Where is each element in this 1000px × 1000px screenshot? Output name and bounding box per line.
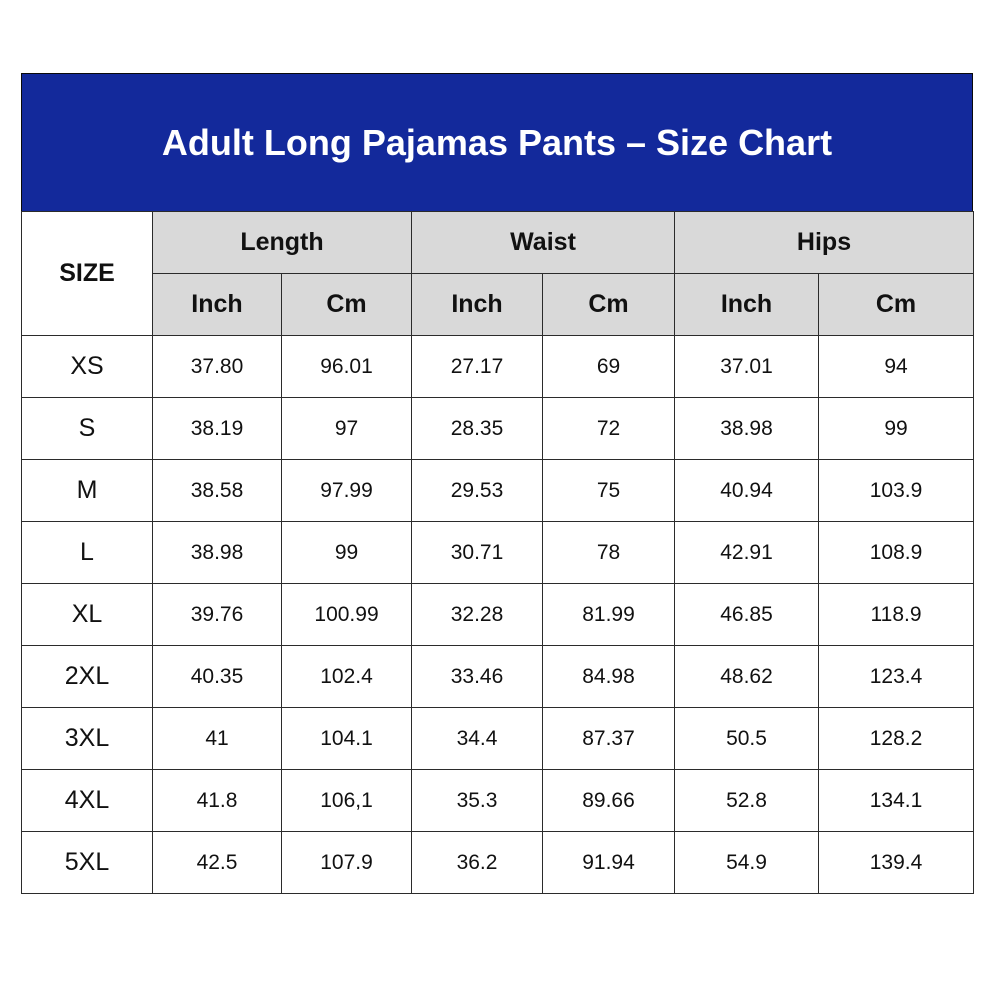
value-cell: 38.58 [153, 460, 282, 522]
value-cell: 46.85 [675, 584, 819, 646]
value-cell: 108.9 [819, 522, 974, 584]
value-cell: 69 [543, 336, 675, 398]
value-cell: 75 [543, 460, 675, 522]
value-cell: 104.1 [282, 708, 412, 770]
value-cell: 54.9 [675, 832, 819, 894]
value-cell: 35.3 [412, 770, 543, 832]
value-cell: 41.8 [153, 770, 282, 832]
value-cell: 40.94 [675, 460, 819, 522]
value-cell: 91.94 [543, 832, 675, 894]
table-row [22, 646, 974, 708]
chart-title: Adult Long Pajamas Pants – Size Chart [21, 73, 973, 211]
size-cell: 2XL [22, 646, 153, 708]
value-cell: 29.53 [412, 460, 543, 522]
value-cell: 134.1 [819, 770, 974, 832]
value-cell: 84.98 [543, 646, 675, 708]
size-cell: 3XL [22, 708, 153, 770]
value-cell: 81.99 [543, 584, 675, 646]
size-table [21, 211, 974, 894]
size-cell: 5XL [22, 832, 153, 894]
table-row [22, 336, 974, 398]
unit-header: Inch [412, 274, 543, 336]
value-cell: 27.17 [412, 336, 543, 398]
value-cell: 99 [282, 522, 412, 584]
size-cell: XL [22, 584, 153, 646]
value-cell: 118.9 [819, 584, 974, 646]
value-cell: 87.37 [543, 708, 675, 770]
value-cell: 40.35 [153, 646, 282, 708]
table-row [22, 832, 974, 894]
table-row [22, 522, 974, 584]
value-cell: 33.46 [412, 646, 543, 708]
value-cell: 78 [543, 522, 675, 584]
value-cell: 100.99 [282, 584, 412, 646]
value-cell: 42.5 [153, 832, 282, 894]
size-cell: M [22, 460, 153, 522]
value-cell: 32.28 [412, 584, 543, 646]
value-cell: 99 [819, 398, 974, 460]
value-cell: 106,1 [282, 770, 412, 832]
value-cell: 94 [819, 336, 974, 398]
size-header: SIZE [22, 212, 153, 336]
table-row [22, 708, 974, 770]
length-header: Length [153, 212, 412, 274]
hips-header: Hips [675, 212, 974, 274]
value-cell: 48.62 [675, 646, 819, 708]
value-cell: 97.99 [282, 460, 412, 522]
value-cell: 96.01 [282, 336, 412, 398]
table-row [22, 770, 974, 832]
value-cell: 107.9 [282, 832, 412, 894]
value-cell: 97 [282, 398, 412, 460]
value-cell: 38.98 [675, 398, 819, 460]
value-cell: 41 [153, 708, 282, 770]
value-cell: 103.9 [819, 460, 974, 522]
size-cell: L [22, 522, 153, 584]
unit-header: Inch [675, 274, 819, 336]
value-cell: 42.91 [675, 522, 819, 584]
size-cell: 4XL [22, 770, 153, 832]
table-row [22, 584, 974, 646]
value-cell: 34.4 [412, 708, 543, 770]
value-cell: 38.98 [153, 522, 282, 584]
value-cell: 39.76 [153, 584, 282, 646]
table-row [22, 460, 974, 522]
unit-header: Cm [282, 274, 412, 336]
unit-header: Cm [543, 274, 675, 336]
table-row [22, 398, 974, 460]
value-cell: 89.66 [543, 770, 675, 832]
size-chart [21, 73, 973, 894]
value-cell: 38.19 [153, 398, 282, 460]
value-cell: 128.2 [819, 708, 974, 770]
value-cell: 139.4 [819, 832, 974, 894]
value-cell: 123.4 [819, 646, 974, 708]
unit-header: Cm [819, 274, 974, 336]
value-cell: 28.35 [412, 398, 543, 460]
value-cell: 36.2 [412, 832, 543, 894]
value-cell: 30.71 [412, 522, 543, 584]
value-cell: 72 [543, 398, 675, 460]
value-cell: 102.4 [282, 646, 412, 708]
size-cell: S [22, 398, 153, 460]
value-cell: 37.01 [675, 336, 819, 398]
size-cell: XS [22, 336, 153, 398]
value-cell: 52.8 [675, 770, 819, 832]
value-cell: 50.5 [675, 708, 819, 770]
waist-header: Waist [412, 212, 675, 274]
unit-header: Inch [153, 274, 282, 336]
value-cell: 37.80 [153, 336, 282, 398]
